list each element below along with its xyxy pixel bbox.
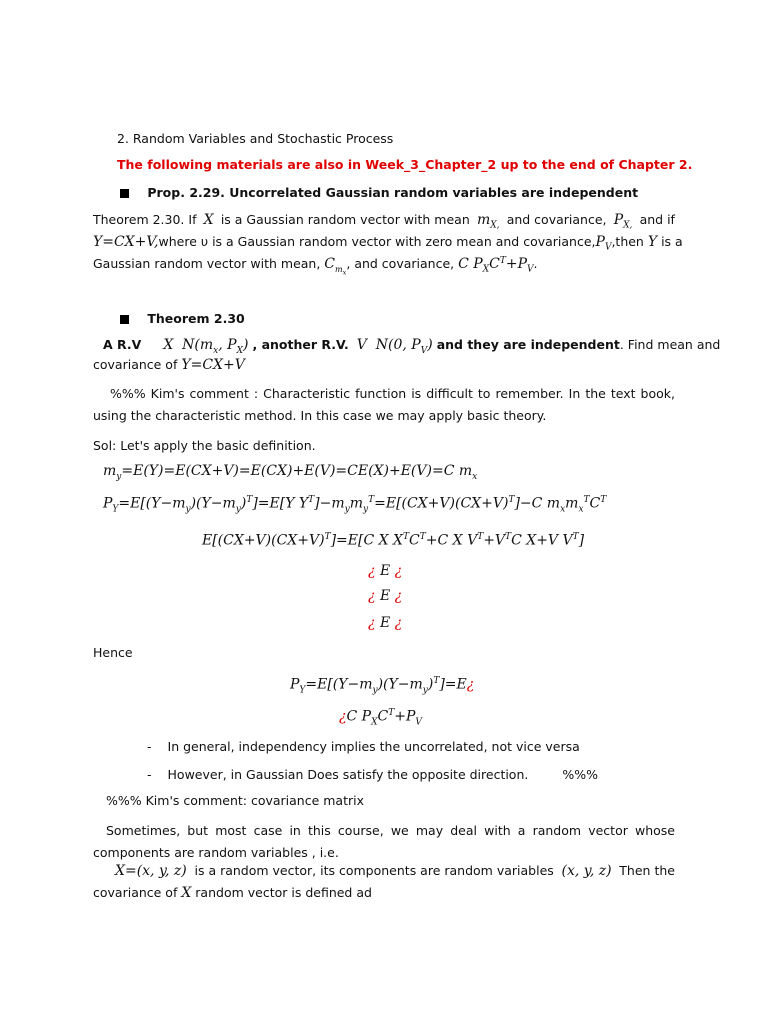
equation-result: ¿C $P_XC^T+P_V$: [339, 708, 422, 728]
arv-paragraph: A R.V X $N(m_x$, $P_X$) , another R.V. V N(0, $P_V$) and they are independent . Find mean and covariance of Y=CX+V: [93, 337, 721, 373]
square-bullet-icon: [120, 315, 129, 324]
theorem-paragraph: Theorem 2.30. If X is a Gaussian random vector with mean $m_{X,}$ and covariance, $P_{X,}$ and if Y=CX+V, where υ is a Gaussian random vector with zero mean and covariance, $P_V$, then Y is a Gaussian random vector with mean, $C_{m_x}$, and covariance, C $P_XC^T+P_V$.: [93, 212, 683, 277]
dash-bullet-2: - However, in Gaussian Does satisfy the opposite direction. %%%: [147, 767, 598, 782]
equation-expansion: $E[(CX+V)(CX+V)^T]=E[C$ X $X^TC^T+C$ X $V^T+V^TC$ X+V $V^T$]: [202, 532, 585, 549]
section-heading: 2. Random Variables and Stochastic Process: [117, 131, 394, 146]
prop-229-text: Prop. 2.29. Uncorrelated Gaussian random variables are independent: [147, 185, 639, 200]
broken-glyph-row-2: ¿ E ¿: [368, 588, 403, 604]
hence-label: Hence: [93, 645, 133, 660]
equation-hence: $P_Y=E[(Y-m_y)(Y-m_y)^T]=E¿$: [290, 676, 475, 696]
broken-glyph-row-1: ¿ E ¿: [368, 563, 403, 579]
red-note: The following materials are also in Week_3_Chapter_2 up to the end of Chapter 2.: [117, 157, 693, 172]
dash-bullet-1: - In general, independency implies the uncorrelated, not vice versa: [147, 739, 580, 754]
equation-covariance: $P_Y=E[(Y-m_y)(Y-m_y)^T]=E[Y$ $Y^T]-m_ym_y^T=E[(CX+V)(CX+V)^T]-C$ $m_xm_x^TC^T$: [103, 495, 607, 515]
theorem-230-text: Theorem 2.30: [147, 311, 245, 326]
broken-glyph-row-3: ¿ E ¿: [368, 615, 403, 631]
solution-intro: Sol: Let's apply the basic definition.: [93, 438, 316, 453]
theorem-230-item: [120, 311, 245, 326]
xyz-paragraph: X=(x, y, z) is a random vector, its components are random variables (x, y, z) Then the covariance of X random vector is defined ad: [93, 863, 675, 901]
sometimes-paragraph: Sometimes, but most case in this course, we may deal with a random vector whose components are random variables , i.e.: [93, 823, 675, 860]
kim-comment-1: %%% Kim's comment : Characteristic function is difficult to remember. In the text book, using the characteristic method. In this case we may apply basic theory.: [93, 386, 675, 423]
equation-mean: $m_y=E(Y)=E(CX+V)=E(CX)+E(V)=CE(X)+E(V)=C$ $m_x$: [103, 463, 478, 482]
square-bullet-icon: [120, 189, 129, 198]
prop-229-item: [120, 185, 638, 200]
kim-comment-2: %%% Kim's comment: covariance matrix: [106, 793, 365, 808]
